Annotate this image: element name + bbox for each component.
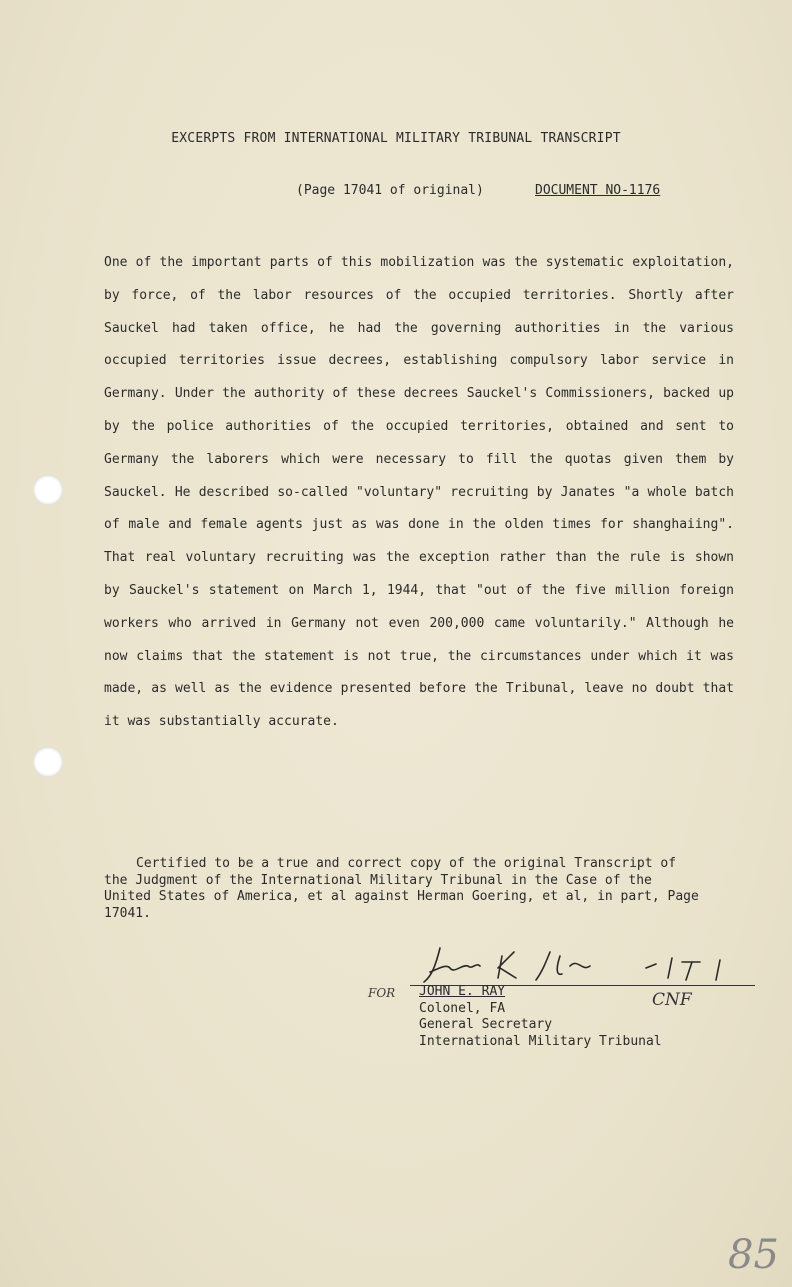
- page-reference: (Page 17041 of original): [296, 183, 484, 198]
- handwritten-signature: [410, 938, 770, 990]
- punch-hole-lower: [33, 747, 63, 777]
- signatory-rank: Colonel, FA: [419, 1000, 506, 1016]
- signature-block: [419, 984, 662, 1050]
- signatory-name: JOHN E. RAY: [419, 984, 506, 999]
- page-number: 85: [728, 1232, 779, 1278]
- signature-text: John K. Hile 1-T IT: [422, 968, 432, 969]
- document-number: DOCUMENT NO-1176: [535, 183, 661, 198]
- signatory-position: General Secretary: [419, 1017, 553, 1032]
- signatory-organization: International Military Tribunal: [419, 1033, 662, 1049]
- document-title: EXCERPTS FROM INTERNATIONAL MILITARY TRIBUNAL TRANSCRIPT: [171, 131, 621, 146]
- initials-mark: CNF: [652, 990, 692, 1010]
- for-mark: FOR: [368, 986, 396, 1000]
- body-paragraph: One of the important parts of this mobilization was the systematic exploitation, by force, of the labor resources of the occupied territories. Shortly after Sauckel had taken office, he had the governing authorities in the various occupied territories issue decrees, establishing compulsory labor service in Germany. Under the authority of these decrees Sauckel's Commissioners, backed up by the police authorities of the occupied territories, obtained and sent to Germany the laborers which were necessary to fill the quotas given them by Sauckel. He described so-called "voluntary" recruiting by Janates "a whole batch of male and female agents just as was done in the olden times for shanghaiing". That real voluntary recruiting was the exception rather than the rule is shown by Sauckel's statement on March 1, 1944, that "out of the five million foreign workers who arrived in Germany not even 200,000 came voluntarily." Although he now claims that the statement is not true, the circumstances under which it was made, as well as the evidence presented before the Tribunal, leave no doubt that it was substantially accurate.: [104, 255, 734, 730]
- certification-text: Certified to be a true and correct copy of the original Transcript of the Judgment of the International Military Tribunal in the Case of the United States of America, et al against Herman Goering, et al, in part, Page 17041.: [104, 856, 699, 921]
- punch-hole-upper: [33, 475, 63, 505]
